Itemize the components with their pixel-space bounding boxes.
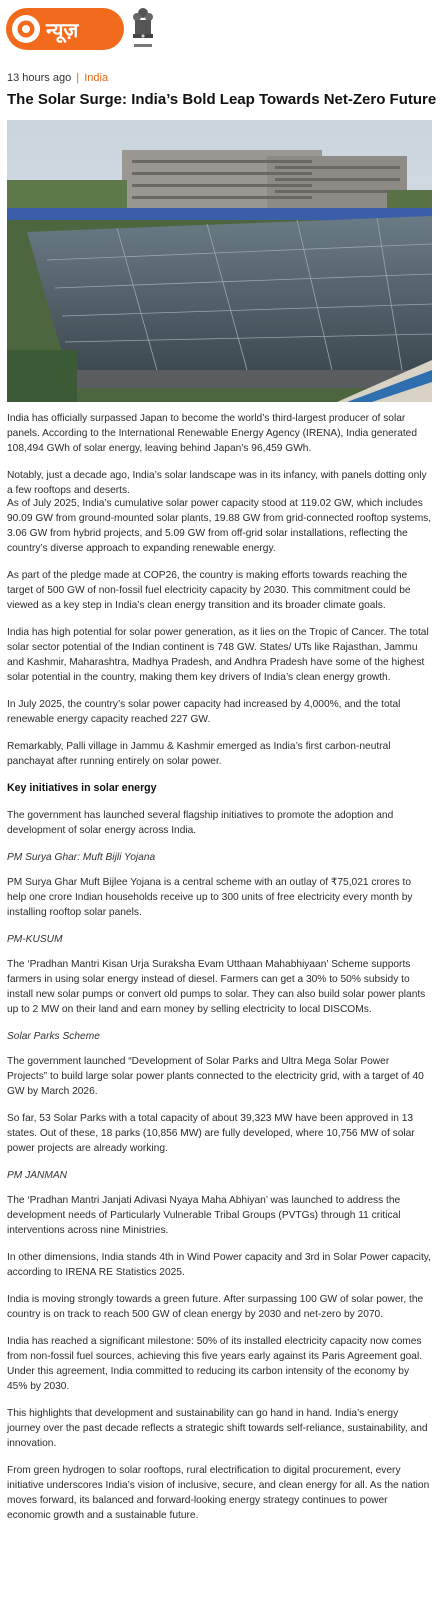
scheme-paragraph: The government launched “Development of Solar Parks and Ultra Mega Solar Power Projects” to build large solar power plants connected to the electricity grid, with a target of 40 GW by March 2026. bbox=[7, 1056, 424, 1097]
rooftop-solar-photo bbox=[7, 120, 432, 402]
published-time: 13 hours ago bbox=[7, 72, 72, 84]
section-heading: Key initiatives in solar energy bbox=[7, 782, 157, 794]
site-header bbox=[0, 0, 441, 60]
article-meta bbox=[7, 72, 108, 84]
closing-paragraph: India has reached a significant milestone: 50% of its installed electricity capacity now comes from non-fossil fuel sources, achieving this five years early against its Paris Agreement goal. Under this agreement, India committed to reducing its carbon intensity of the economy by 45% by 2030. bbox=[7, 1336, 423, 1392]
closing-paragraph: India is moving strongly towards a green future. After surpassing 100 GW of solar power, the country is on track to reach 500 GW of clean energy by 2030 and net-zero by 2070. bbox=[7, 1294, 424, 1320]
national-emblem-icon bbox=[129, 4, 157, 52]
closing-paragraph: From green hydrogen to solar rooftops, rural electrification to digital procurement, every initiative underscores India’s vision of inclusive, secure, and clean energy for all. As the nation moves forward, its balanced and forward-looking energy strategy continues to power economic growth and a sustainable future. bbox=[7, 1465, 430, 1521]
dd-logo-icon[interactable] bbox=[6, 6, 124, 52]
closing-paragraph: In other dimensions, India stands 4th in Wind Power capacity and 3rd in Solar Power capacity, according to IRENA RE Statistics 2025. bbox=[7, 1252, 431, 1278]
body-paragraph: Remarkably, Palli village in Jammu & Kashmir emerged as India’s first carbon-neutral panchayat after running entirely on solar power. bbox=[7, 741, 391, 767]
article-body bbox=[7, 411, 432, 1535]
body-paragraph: In July 2025, the country’s solar power capacity had increased by 4,000%, and the total renewable energy capacity reached 227 GW. bbox=[7, 699, 401, 725]
scheme-title: Solar Parks Scheme bbox=[7, 1031, 100, 1042]
scheme-title: PM JANMAN bbox=[7, 1170, 67, 1181]
scheme-paragraph: The ‘Pradhan Mantri Kisan Urja Suraksha Evam Utthaan Mahabhiyaan’ Scheme supports farmers in using solar energy instead of diesel. Farmers can get a 30% to 50% subsidy to install new solar pumps or convert old pumps to solar. They can also build solar power plants up to 2 MW on their land and earn money by selling electricity to local DISCOMs. bbox=[7, 959, 426, 1015]
scheme-paragraph: PM Surya Ghar Muft Bijlee Yojana is a central scheme with an outlay of ₹75,021 crores to help one crore Indian households receive up to 300 units of free electricity every month by installing rooftop solar panels. bbox=[7, 877, 413, 918]
scheme-paragraph: So far, 53 Solar Parks with a total capacity of about 39,323 MW have been approved in 13 states. Out of these, 18 parks (10,856 MW) are fully developed, where 10,756 MW of solar power projects are already working. bbox=[7, 1113, 415, 1154]
closing-paragraph: This highlights that development and sustainability can go hand in hand. India’s energy journey over the past decade reflects a strategic shift towards self-reliance, sustainability, and innovation. bbox=[7, 1408, 428, 1449]
body-paragraph: India has high potential for solar power generation, as it lies on the Tropic of Cancer. The total solar sector potential of the Indian continent is 748 GW. States/ UTs like Rajasthan, Jammu and Kashmir, Maharashtra, Madhya Pradesh, and Andhra Pradesh have some of the highest solar potential in the country, making them key drivers of India’s clean energy growth. bbox=[7, 627, 429, 683]
section-intro: The government has launched several flagship initiatives to promote the adoption and development of solar energy across India. bbox=[7, 810, 394, 836]
scheme-title: PM-KUSUM bbox=[7, 934, 63, 945]
category-link[interactable]: India bbox=[84, 72, 109, 84]
meta-separator: | bbox=[76, 72, 80, 84]
logo-text: न्यूज़ bbox=[46, 18, 79, 42]
body-paragraph: Notably, just a decade ago, India’s solar landscape was in its infancy, with panels dotting only a few rooftops and deserts. bbox=[7, 470, 427, 496]
article-title: The Solar Surge: India’s Bold Leap Towards Net-Zero Future bbox=[7, 91, 437, 108]
body-paragraph: As of July 2025, India’s cumulative solar power capacity stood at 119.02 GW, which includes 90.09 GW from ground-mounted solar plants, 19.88 GW from grid-connected rooftop systems, 3.06 GW from hybrid projects, and 5.09 GW from off-grid solar installations, reflecting the country’s diverse approach to expanding renewable energy. bbox=[7, 498, 432, 554]
body-paragraph: India has officially surpassed Japan to become the world’s third-largest producer of solar panels. According to the International Renewable Energy Agency (IRENA), India generated 108,494 GWh of solar energy, leaving behind Japan’s 96,459 GWh. bbox=[7, 413, 418, 454]
scheme-title: PM Surya Ghar: Muft Bijli Yojana bbox=[7, 852, 156, 863]
body-paragraph: As part of the pledge made at COP26, the country is making efforts towards reaching the target of 500 GW of non-fossil fuel electricity capacity by 2030. This commitment could be viewed as a key step in India’s clean energy transition and its broader climate goals. bbox=[7, 570, 411, 611]
scheme-paragraph: The ‘Pradhan Mantri Janjati Adivasi Nyaya Maha Abhiyan’ was launched to address the development needs of Particularly Vulnerable Tribal Groups (PVTGs) through 11 critical interventions across nine Ministries. bbox=[7, 1195, 401, 1236]
